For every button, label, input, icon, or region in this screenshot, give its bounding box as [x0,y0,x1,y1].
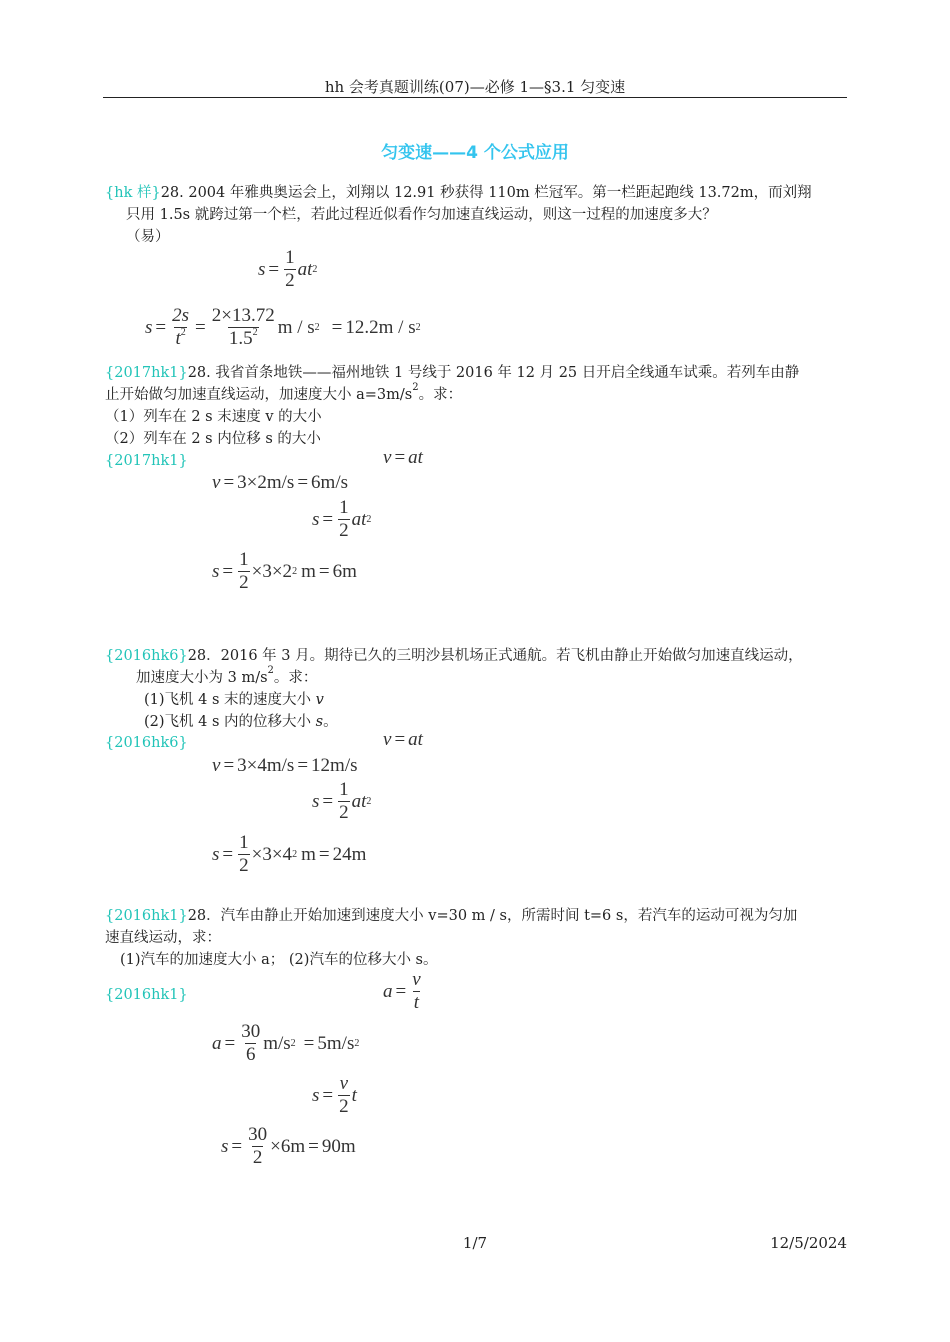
q4-formula-4: s = $\frac{30}{2}$ ×6m = 90m [221,1124,356,1168]
q2-formula-1: v = at [383,447,423,468]
q1-formula-1: s = $\frac{1}{2}$ at 2 [258,247,318,291]
q3-answer-tag: {2016hk6} [105,735,188,751]
q2-formula-4: s = $\frac{1}{2}$ ×3×2 2 m = 6m [212,549,357,593]
footer-date: 12/5/2024 [770,1234,847,1252]
q2-line2: 止开始做匀加速直线运动，加速度大小 $a=3m/s^2$。求： [105,382,463,403]
q4-formula-1: a = $\frac{v}{t}$ [383,969,421,1013]
q4-formula-2: a = $\frac{30}{6}$ m/s 2 = 5m/s 2 [212,1021,360,1065]
q3-formula-2: v = 3×4m/s = 12m/s [212,755,358,776]
q1-line2: 只用 1.5s 就跨过第一个栏，若此过程近似看作匀加速直线运动，则这一过程的加速度多大？ [126,207,717,223]
q4-tag: {2016hk1} [105,908,188,924]
q3-formula-1: v = at [383,729,423,750]
q2-formula-2: v = 3×2m/s = 6m/s [212,472,348,493]
q4-line1: {2016hk1}28．汽车由静止开始加速到速度大小 v=30 m / s，所需时间 t=6 s，若汽车的运动可视为匀加 [105,908,798,924]
q4-line3: (1)汽车的加速度大小 a； (2)汽车的位移大小 s。 [120,952,438,968]
q1-formula-2: s = $\frac{2s}{t^2}$ = $\frac{2\times 13.72}{1.5^2}$ m / s 2 = 12.2m / s 2 [145,305,421,349]
q2-formula-3: s = $\frac{1}{2}$ at 2 [312,497,372,541]
q3-line1: {2016hk6}28．2016 年 3 月。期待已久的三明沙县机场正式通航。若飞机由静止开始做匀加速直线运动， [105,648,803,664]
q2-line4: （2）列车在 2 s 内位移 s 的大小 [105,431,321,447]
q1-line3: （易） [126,229,170,245]
q3-line3: (1)飞机 4 s 末的速度大小 v [144,692,324,708]
q1-line1: {hk 样}28. 2004 年雅典奥运会上，刘翔以 12.91 秒获得 110m 栏冠军。第一栏距起跑线 13.72m，而刘翔 [105,185,812,201]
q3-formula-4: s = $\frac{1}{2}$ ×3×4 2 m = 24m [212,832,367,876]
q2-line1: {2017hk1}28. 我省首条地铁——福州地铁 1 号线于 2016 年 12 月 25 日开启全线通车试乘。若列车由静 [105,365,800,381]
document-title: 匀变速——4 个公式应用 [381,143,569,163]
q3-formula-3: s = $\frac{1}{2}$ at 2 [312,779,372,823]
q3-tag: {2016hk6} [105,648,188,664]
q2-answer-tag: {2017hk1} [105,453,188,469]
header-rule [103,97,847,98]
page-number: 1/7 [462,1234,488,1252]
q3-line4: (2)飞机 4 s 内的位移大小 s。 [144,714,338,730]
q4-line2: 速直线运动，求： [105,930,221,946]
q1-tag: {hk 样} [105,185,161,201]
q2-tag: {2017hk1} [105,365,188,381]
q4-formula-3: s = $\frac{v}{2}$ t [312,1073,357,1117]
q4-answer-tag: {2016hk1} [105,987,188,1003]
q3-line2: 加速度大小为 3 $m/s^2$。求： [136,665,318,686]
q2-line3: （1）列车在 2 s 末速度 v 的大小 [105,409,322,425]
page-header: hh 会考真题训练(07)—必修 1—§3.1 匀变速 [324,78,626,96]
